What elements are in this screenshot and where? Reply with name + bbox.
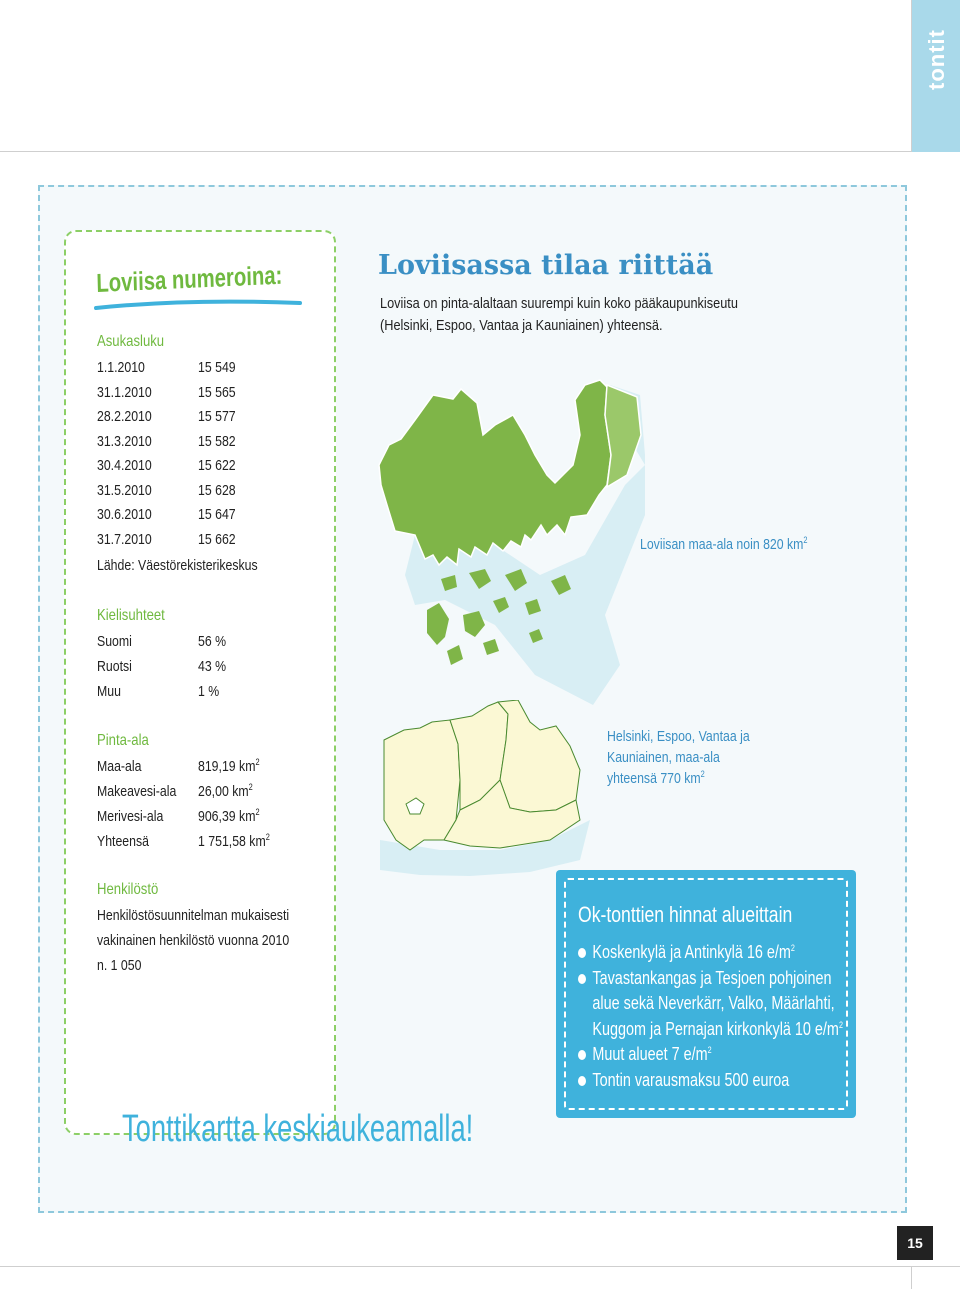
language-value: 1 % — [198, 683, 220, 700]
population-value: 15 565 — [198, 383, 236, 401]
loviisa-map — [375, 375, 675, 705]
population-date: 31.5.2010 — [97, 481, 152, 499]
area-value: 26,00 $km^2$ — [198, 782, 253, 800]
language-value: 56 % — [198, 633, 227, 650]
language-label: Ruotsi — [97, 658, 132, 675]
section-tab-label: tontit — [924, 29, 949, 90]
bottom-rule — [0, 1266, 960, 1267]
loviisa-mainland — [379, 380, 611, 565]
bottom-tab-rule — [911, 1266, 912, 1289]
island — [427, 603, 449, 645]
price-item: Koskenkylä ja Antinkylä 16 $e/m^2$ — [578, 940, 842, 966]
capital-region-map — [380, 700, 590, 880]
population-value: 15 577 — [198, 408, 236, 425]
prices-list — [578, 940, 842, 1093]
price-item: Muut alueet 7 $e/m^2$ — [578, 1042, 842, 1068]
population-date: 1.1.2010 — [97, 359, 145, 376]
language-value: 43 % — [198, 658, 227, 675]
population-value: 15 647 — [198, 506, 236, 523]
intro-text — [380, 293, 746, 337]
title-underline — [94, 298, 304, 312]
bullet-icon — [578, 948, 586, 958]
area-value: 906,39 $km^2$ — [198, 807, 260, 825]
facts-title: Loviisa numeroina: — [96, 259, 283, 298]
bullet-icon — [578, 974, 586, 984]
space-heading: Loviisassa tilaa riittää — [378, 250, 714, 281]
intro-line: (Helsinki, Espoo, Vantaa ja Kauniainen) yhteensä. — [380, 317, 663, 334]
prices-title: Ok-tonttien hinnat alueittain — [578, 902, 793, 927]
price-item: Tontin varausmaksu 500 euroa — [578, 1068, 842, 1094]
area-label: Merivesi-ala — [97, 808, 164, 825]
population-value: 15 622 — [198, 457, 236, 474]
language-label: Muu — [97, 683, 121, 700]
island — [447, 645, 463, 665]
price-item: Tavastankangas ja Tesjoen pohjoinen alue sekä Neverkärr, Valko, Määrlahti, Kuggom ja Pernajan kirkonkylä 10 $e/m^2$ — [578, 966, 842, 1043]
language-label: Suomi — [97, 633, 132, 650]
area-label: Yhteensä — [97, 833, 149, 850]
population-date: 30.4.2010 — [97, 457, 152, 474]
population-date: 31.7.2010 — [97, 530, 152, 548]
espoo-area — [384, 720, 460, 850]
page-number: 15 — [897, 1226, 933, 1260]
capital-area-label: Helsinki, Espoo, Vantaa ja Kauniainen, maa-ala yhteensä 770 $km^2$ — [607, 728, 750, 787]
section-tab — [912, 0, 960, 152]
staff-line: vakinainen henkilöstö vuonna 2010 — [97, 932, 290, 949]
area-value: 1 751,58 $km^2$ — [198, 832, 270, 850]
tab-rule — [911, 0, 912, 152]
top-rule — [0, 151, 912, 152]
area-value: 819,19 $km^2$ — [198, 757, 260, 775]
population-date: 30.6.2010 — [97, 506, 152, 523]
bullet-icon — [578, 1050, 586, 1060]
population-value: 15 628 — [198, 481, 236, 499]
population-date: 28.2.2010 — [97, 408, 152, 425]
area-label: Makeavesi-ala — [97, 783, 177, 800]
population-value: 15 549 — [198, 359, 236, 376]
area-heading: Pinta-ala — [97, 732, 149, 749]
intro-line: Loviisa on pinta-alaltaan suurempi kuin koko pääkaupunkiseutu — [380, 295, 738, 312]
language-heading: Kielisuhteet — [97, 607, 165, 624]
population-date: 31.3.2010 — [97, 432, 152, 450]
area-label: Maa-ala — [97, 758, 142, 775]
staff-line: Henkilöstösuunnitelman mukaisesti — [97, 907, 290, 924]
staff-heading: Henkilöstö — [97, 881, 159, 898]
population-value: 15 662 — [198, 530, 236, 548]
loviisa-region-east — [605, 385, 641, 487]
population-source: Lähde: Väestörekisterikeskus — [97, 557, 258, 574]
vantaa-area — [498, 700, 580, 812]
loviisa-area-label: Loviisan maa-ala noin 820 $km^2$ — [640, 535, 808, 553]
map-promo: Tonttikartta keskiaukeamalla! — [122, 1108, 474, 1150]
population-heading: Asukasluku — [97, 333, 165, 350]
population-value: 15 582 — [198, 432, 236, 450]
bullet-icon — [578, 1076, 586, 1086]
island — [483, 639, 499, 655]
staff-line: n. 1 050 — [97, 957, 142, 974]
population-date: 31.1.2010 — [97, 383, 152, 401]
